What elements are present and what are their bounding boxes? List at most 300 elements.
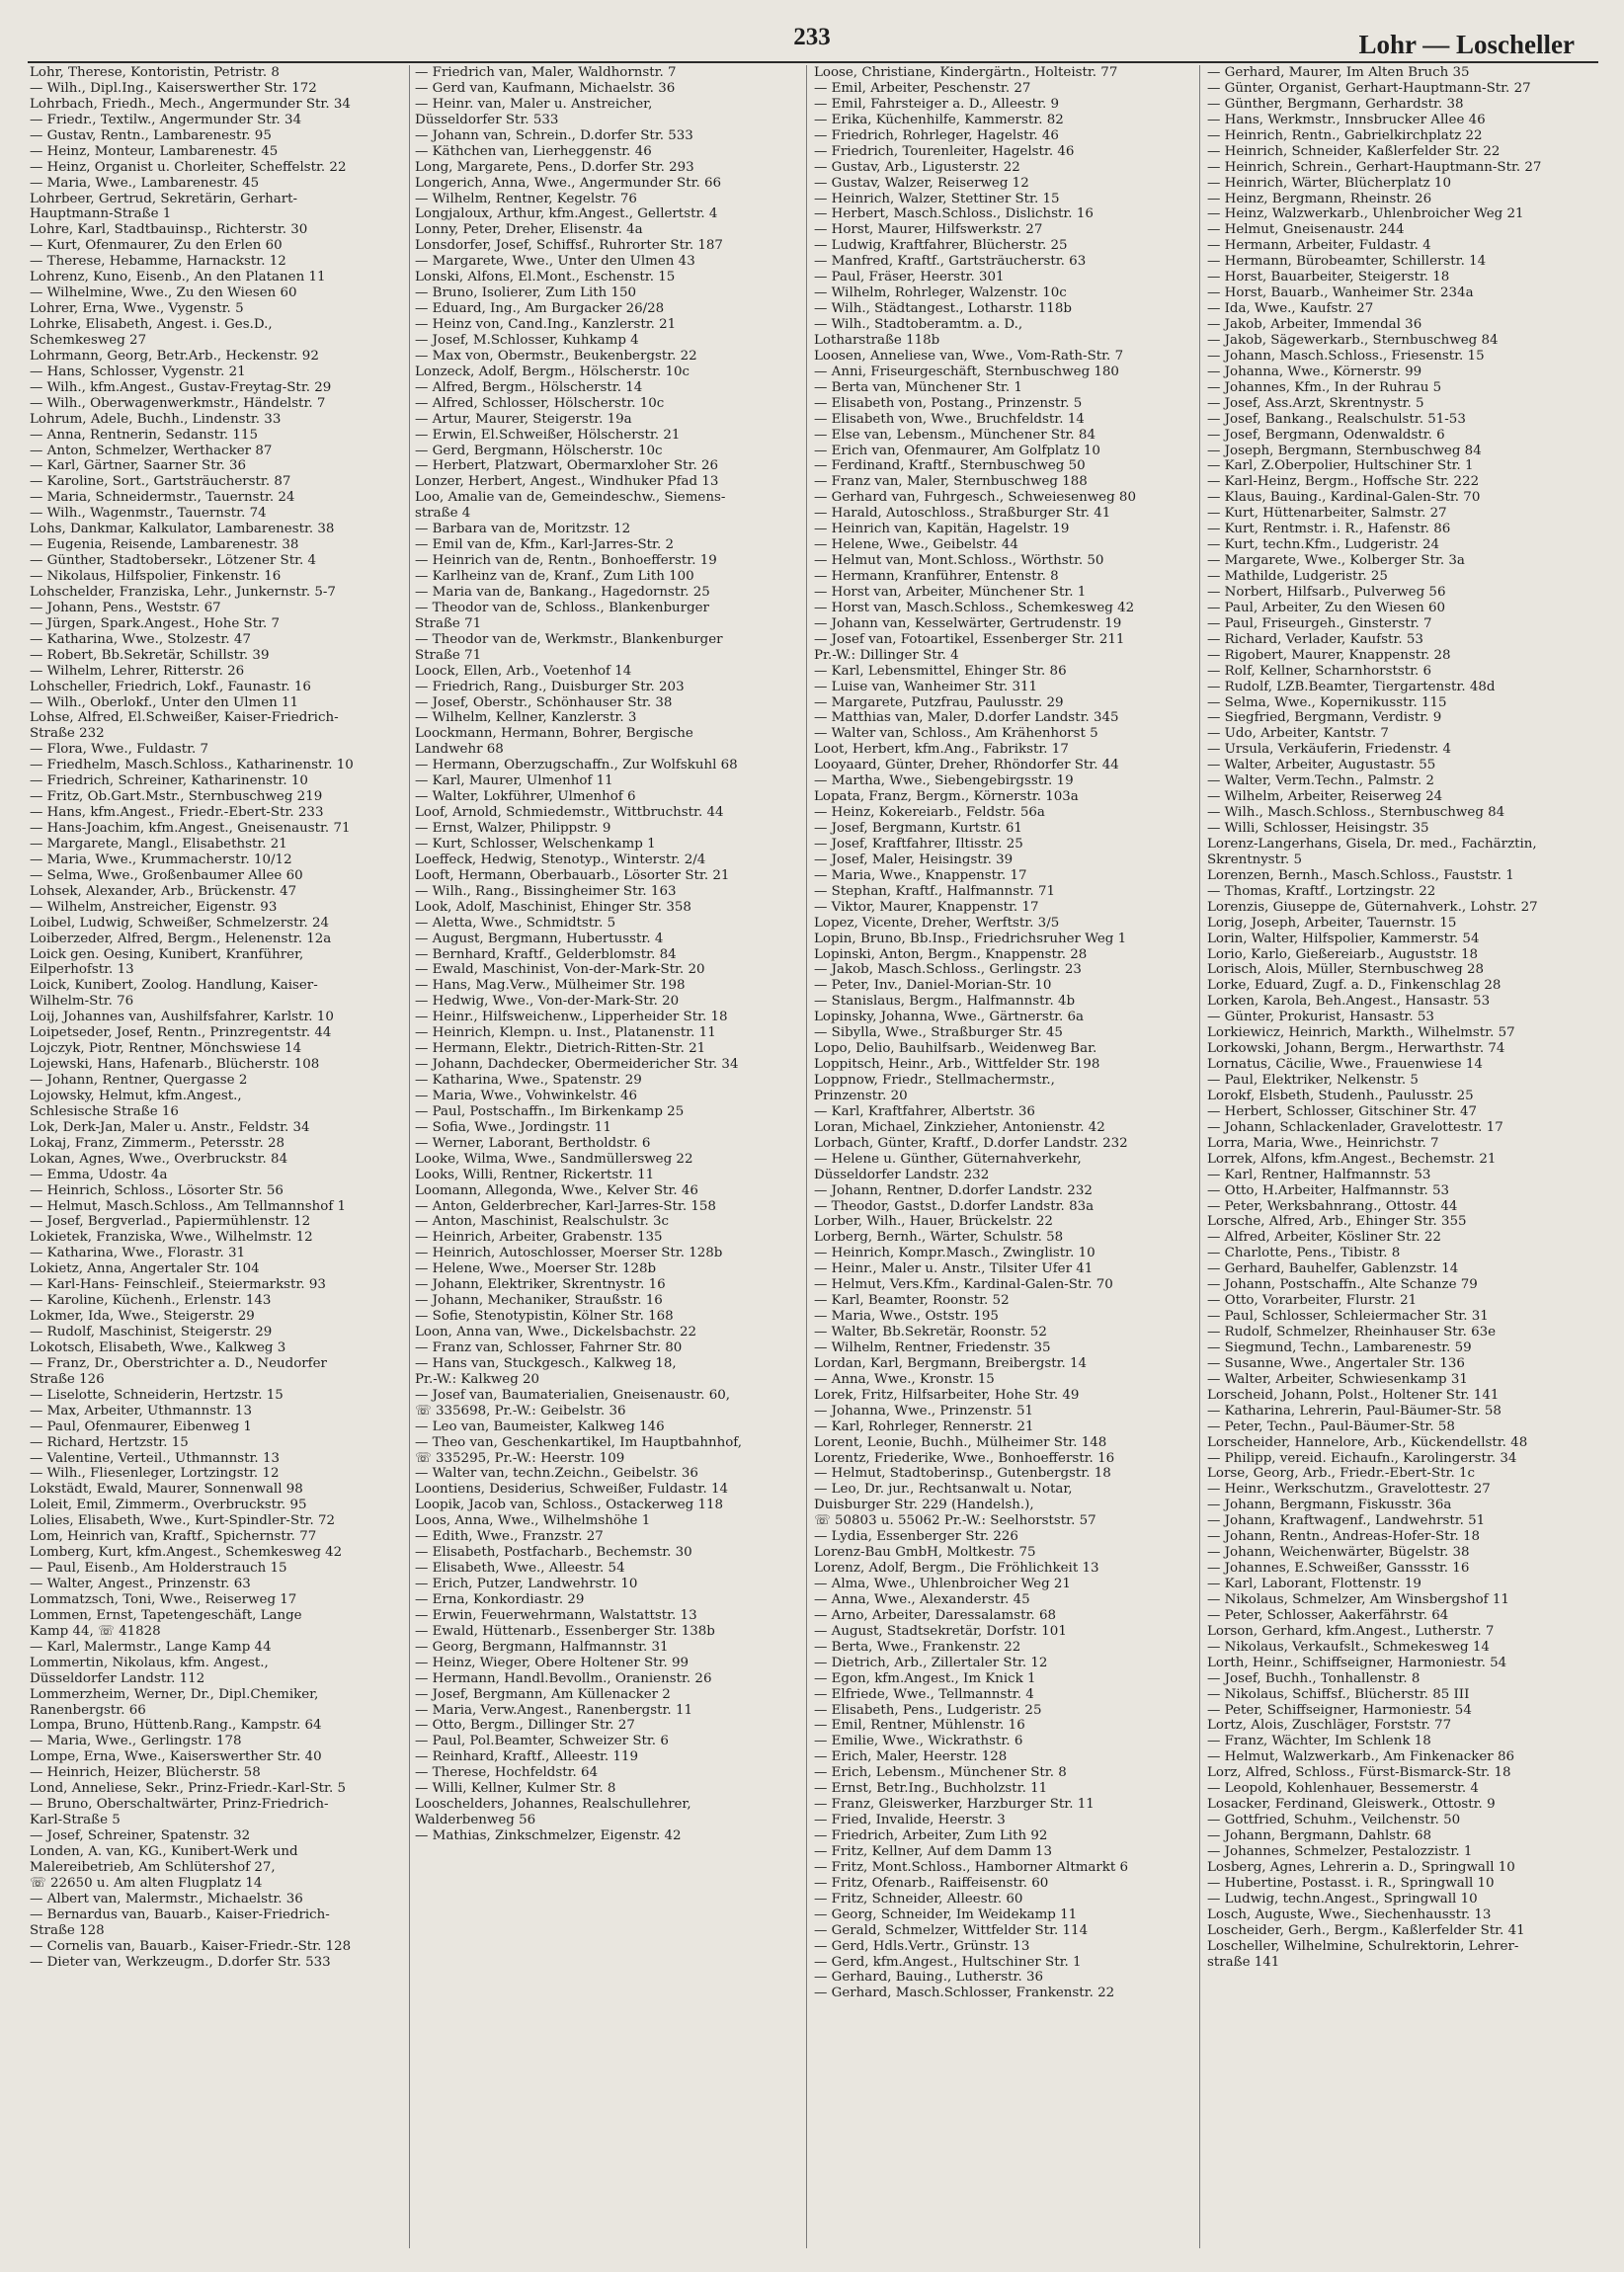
directory-entry-line: Straße 126 (30, 1371, 105, 1387)
directory-entry-line: — Jakob, Sägewerkarb., Sternbuschweg 84 (1207, 332, 1499, 348)
directory-entry-line: — Fritz, Ofenarb., Raiffeisenstr. 60 (814, 1875, 1049, 1891)
directory-entry-line: — Rudolf, Maschinist, Steigerstr. 29 (30, 1325, 273, 1339)
directory-entry-line: — Walter van, techn.Zeichn., Geibelstr. 36 (415, 1466, 698, 1482)
directory-entry-line: Longerich, Anna, Wwe., Angermunder Str. 66 (415, 175, 722, 191)
column-divider (409, 65, 410, 2248)
directory-entry-line: Lopata, Franz, Bergm., Körnerstr. 103a (814, 789, 1079, 805)
directory-entry-line: — Johann, Kraftwagenf., Landwehrstr. 51 (1207, 1513, 1486, 1529)
page-running-title: Lohr — Loscheller (1358, 30, 1575, 59)
directory-entry-line: — Josef, Buchh., Tonhallenstr. 8 (1207, 1670, 1421, 1686)
directory-entry-line: — Anna, Rentnerin, Sedanstr. 115 (30, 427, 258, 443)
directory-entry-line: — Leo, Dr. jur., Rechtsanwalt u. Notar, (814, 1482, 1073, 1498)
directory-entry-line: — Rigobert, Maurer, Knappenstr. 28 (1207, 647, 1451, 663)
directory-entry-line: — Wilh., Städtangest., Lotharstr. 118b (814, 301, 1072, 317)
directory-entry-line: Lond, Anneliese, Sekr., Prinz-Friedr.-Karl-Str. 5 (30, 1781, 347, 1797)
directory-entry-line: — Stanislaus, Bergm., Halfmannstr. 4b (814, 994, 1076, 1010)
directory-entry-line: Lonsdorfer, Josef, Schiffsf., Ruhrorter Str. 187 (415, 238, 723, 254)
directory-entry-line: — Helmut, Vers.Kfm., Kardinal-Galen-Str. 70 (814, 1277, 1113, 1293)
directory-entry-line: Lompa, Bruno, Hüttenb.Rang., Kampstr. 64 (30, 1718, 322, 1734)
directory-entry-line: — Maria, Verw.Angest., Ranenbergstr. 11 (415, 1702, 692, 1718)
directory-entry-line: Lorenzen, Bernh., Masch.Schloss., Fauststr. 1 (1207, 867, 1514, 883)
directory-entry-line: — Fritz, Mont.Schloss., Hamborner Altmarkt 6 (814, 1859, 1129, 1875)
directory-entry-line: — Johannes, E.Schweißer, Ganssstr. 16 (1207, 1561, 1470, 1577)
directory-entry-line: — Johann, Elektriker, Skrentnystr. 16 (415, 1277, 666, 1293)
directory-entry-line: — Josef, Bankang., Realschulstr. 51-53 (1207, 411, 1466, 427)
directory-entry-line: — Josef, Bergmann, Kurtstr. 61 (814, 821, 1022, 836)
directory-entry-line: — Gerhard, Bauing., Lutherstr. 36 (814, 1970, 1044, 1986)
directory-entry-line: ☏ 22650 u. Am alten Flugplatz 14 (30, 1875, 263, 1891)
directory-entry-line: — Erika, Küchenhilfe, Kammerstr. 82 (814, 112, 1064, 127)
directory-entry-line: Lopin, Bruno, Bb.Insp., Friedrichsruher Weg 1 (814, 931, 1127, 946)
directory-entry-line: Lohscheller, Friedrich, Lokf., Faunastr. 16 (30, 679, 311, 694)
directory-entry-line: — Karl, Rentner, Halfmannstr. 53 (1207, 1167, 1431, 1182)
directory-entry-line: — Ludwig, Kraftfahrer, Blücherstr. 25 (814, 238, 1068, 254)
directory-entry-line: — Thomas, Kraftf., Lortzingstr. 22 (1207, 883, 1436, 899)
directory-entry-line: — Heinr., Werkschutzm., Gravelottestr. 27 (1207, 1482, 1491, 1498)
directory-entry-line: — Wilhelm, Rentner, Kegelstr. 76 (415, 191, 637, 206)
directory-entry-line: — Gustav, Walzer, Reiserweg 12 (814, 175, 1029, 191)
directory-entry-line: — Wilh., Dipl.Ing., Kaiserswerther Str. 172 (30, 80, 317, 96)
directory-entry-line: — Paul, Postschaffn., Im Birkenkamp 25 (415, 1103, 685, 1119)
directory-entry-line: Lorokf, Elsbeth, Studenh., Paulusstr. 25 (1207, 1088, 1474, 1103)
directory-entry-line: — Katharina, Wwe., Florastr. 31 (30, 1246, 246, 1261)
directory-entry-line: — Herbert, Schlosser, Gitschiner Str. 47 (1207, 1103, 1478, 1119)
directory-entry-line: — Johann, Dachdecker, Obermeidericher Str. 34 (415, 1057, 739, 1073)
directory-entry-line: — Karl, Rohrleger, Rennerstr. 21 (814, 1419, 1034, 1434)
directory-entry-line: — Peter, Schiffseigner, Harmoniestr. 54 (1207, 1702, 1472, 1718)
directory-entry-line: — Elisabeth von, Wwe., Bruchfeldstr. 14 (814, 411, 1085, 427)
directory-entry-line: Lommertin, Nikolaus, kfm. Angest., (30, 1655, 269, 1670)
directory-entry-line: — Alfred, Bergm., Hölscherstr. 14 (415, 379, 643, 395)
directory-entry-line: — Hermann, Kranführer, Entenstr. 8 (814, 569, 1059, 584)
directory-entry-line: — Martha, Wwe., Siebengebirgsstr. 19 (814, 773, 1074, 789)
directory-entry-line: — Dietrich, Arb., Zillertaler Str. 12 (814, 1655, 1048, 1670)
directory-entry-line: — Karl, Maurer, Ulmenhof 11 (415, 773, 613, 789)
directory-entry-line: — Walter, Bb.Sekretär, Roonstr. 52 (814, 1325, 1047, 1339)
directory-entry-line: — Heinrich, Kompr.Masch., Zwinglistr. 10 (814, 1246, 1096, 1261)
directory-entry-line: Losch, Auguste, Wwe., Siechenhausstr. 13 (1207, 1907, 1492, 1922)
directory-entry-line: Lok, Derk-Jan, Maler u. Anstr., Feldstr. 34 (30, 1119, 310, 1135)
directory-entry-line: — Harald, Autoschloss., Straßburger Str. 41 (814, 506, 1111, 522)
directory-entry-line: Loleit, Emil, Zimmerm., Overbruckstr. 95 (30, 1498, 307, 1513)
directory-entry-line: — Richard, Verlader, Kaufstr. 53 (1207, 631, 1423, 647)
directory-entry-line: — Johann, Bergmann, Fiskusstr. 36a (1207, 1498, 1452, 1513)
directory-entry-line: — Otto, H.Arbeiter, Halfmannstr. 53 (1207, 1182, 1450, 1198)
directory-entry-line: Lorin, Walter, Hilfspolier, Kammerstr. 54 (1207, 931, 1480, 946)
directory-entry-line: Looft, Hermann, Oberbauarb., Lösorter Str. 21 (415, 867, 730, 883)
directory-entry-line: — Hermann, Handl.Bevollm., Oranienstr. 26 (415, 1670, 712, 1686)
directory-entry-line: — Maria, Wwe., Lambarenestr. 45 (30, 175, 260, 191)
directory-entry-line: — Heinz, Bergmann, Rheinstr. 26 (1207, 191, 1432, 206)
directory-entry-line: — Günther, Stadtobersekr., Lötzener Str. 4 (30, 553, 317, 569)
directory-entry-line: — Gustav, Arb., Ligusterstr. 22 (814, 159, 1020, 175)
directory-entry-line: Prinzenstr. 20 (814, 1088, 908, 1103)
directory-entry-line: — Margarete, Mangl., Elisabethstr. 21 (30, 836, 287, 852)
directory-entry-line: Lohrmann, Georg, Betr.Arb., Heckenstr. 92 (30, 348, 319, 364)
directory-entry-line: — Günter, Organist, Gerhart-Hauptmann-Str. 27 (1207, 80, 1531, 96)
directory-entry-line: — Gerd, Hdls.Vertr., Grünstr. 13 (814, 1938, 1030, 1954)
directory-entry-line: — Johann, Postschaffn., Alte Schanze 79 (1207, 1277, 1478, 1293)
directory-entry-line: — Maria, Schneidermstr., Tauernstr. 24 (30, 490, 295, 506)
directory-entry-line: — Artur, Maurer, Steigerstr. 19a (415, 411, 632, 427)
directory-entry-line: — Johann, Pens., Weststr. 67 (30, 600, 221, 615)
directory-entry-line: — Otto, Bergm., Dillinger Str. 27 (415, 1718, 635, 1734)
directory-entry-line: — Luise van, Wanheimer Str. 311 (814, 679, 1038, 694)
directory-entry-line: — Walter, Angest., Prinzenstr. 63 (30, 1577, 251, 1591)
directory-entry-line: Karl-Straße 5 (30, 1813, 121, 1828)
directory-entry-line: — Johann, Bergmann, Dahlstr. 68 (1207, 1828, 1431, 1843)
directory-entry-line: — Nikolaus, Schiffsf., Blücherstr. 85 III (1207, 1686, 1470, 1702)
directory-entry-line: Landwehr 68 (415, 742, 504, 758)
directory-entry-line: — Heinz, Wieger, Obere Holtener Str. 99 (415, 1655, 690, 1670)
directory-entry-line: Looschelders, Johannes, Realschullehrer, (415, 1797, 691, 1813)
directory-entry-line: — Hans, kfm.Angest., Friedr.-Ebert-Str. 233 (30, 805, 324, 821)
directory-entry-line: Lorenz-Bau GmbH, Moltkestr. 75 (814, 1545, 1036, 1561)
directory-entry-line: — Selma, Wwe., Kopernikusstr. 115 (1207, 694, 1447, 710)
directory-entry-line: Lorberg, Bernh., Wärter, Schulstr. 58 (814, 1230, 1064, 1246)
directory-entry-line: Lorbach, Günter, Kraftf., D.dorfer Landstr. 232 (814, 1135, 1128, 1151)
directory-entry-line: — Georg, Schneider, Im Weidekamp 11 (814, 1907, 1078, 1922)
directory-entry-line: Kamp 44, ☏ 41828 (30, 1623, 161, 1639)
directory-entry-line: — Karoline, Küchenh., Erlenstr. 143 (30, 1293, 272, 1309)
directory-entry-line: — Johann, Rentner, D.dorfer Landstr. 232 (814, 1182, 1093, 1198)
directory-entry-line: — Anni, Friseurgeschäft, Sternbuschweg 180 (814, 364, 1119, 379)
directory-entry-line: — Flora, Wwe., Fuldastr. 7 (30, 742, 209, 758)
directory-entry-line: Lokstädt, Ewald, Maurer, Sonnenwall 98 (30, 1482, 303, 1498)
directory-entry-line: — Josef, Bergmann, Am Küllenacker 2 (415, 1686, 671, 1702)
directory-entry-line: Lonzeck, Adolf, Bergm., Hölscherstr. 10c (415, 364, 690, 379)
directory-entry-line: Lohs, Dankmar, Kalkulator, Lambarenestr. 38 (30, 522, 335, 537)
directory-entry-line: — Herbert, Platzwart, Obermarxloher Str. 26 (415, 458, 718, 474)
directory-column-3 (814, 65, 1207, 2001)
directory-entry-line: — Karl, Kraftfahrer, Albertstr. 36 (814, 1103, 1035, 1119)
directory-entry-line: — Willi, Kellner, Kulmer Str. 8 (415, 1781, 616, 1797)
directory-entry-line: — Franz, Wächter, Im Schlenk 18 (1207, 1734, 1431, 1749)
directory-entry-line: — Gerhard, Bauhelfer, Gablenzstr. 14 (1207, 1261, 1459, 1277)
directory-entry-line: Düsseldorfer Landstr. 112 (30, 1670, 205, 1686)
directory-entry-line: Loof, Arnold, Schmiedemstr., Wittbruchstr. 44 (415, 805, 724, 821)
directory-entry-line: — Heinz, Kokereiarb., Feldstr. 56a (814, 805, 1045, 821)
directory-entry-line: — Bernardus van, Bauarb., Kaiser-Friedrich- (30, 1907, 330, 1922)
directory-entry-line: Lommerzheim, Werner, Dr., Dipl.Chemiker, (30, 1686, 319, 1702)
directory-entry-line: Duisburger Str. 229 (Handelsh.), (814, 1498, 1034, 1513)
directory-entry-line: — Friedhelm, Masch.Schloss., Katharinenstr. 10 (30, 758, 354, 773)
directory-entry-line: Lopinski, Anton, Bergm., Knappenstr. 28 (814, 946, 1088, 962)
directory-entry-line: ☏ 335295, Pr.-W.: Heerstr. 109 (415, 1450, 625, 1466)
directory-entry-line: Lojewski, Hans, Hafenarb., Blücherstr. 108 (30, 1057, 320, 1073)
directory-entry-line: — Hans, Schlosser, Vygenstr. 21 (30, 364, 246, 379)
directory-entry-line: Lom, Heinrich van, Kraftf., Spichernstr. 77 (30, 1529, 317, 1545)
directory-entry-line: — Johann, Rentner, Quergasse 2 (30, 1073, 248, 1088)
directory-entry-line: — Susanne, Wwe., Angertaler Str. 136 (1207, 1355, 1465, 1371)
directory-entry-line: — Peter, Schlosser, Aakerfährstr. 64 (1207, 1607, 1449, 1623)
directory-entry-line: — Helene, Wwe., Moerser Str. 128b (415, 1261, 657, 1277)
directory-entry-line: Eilperhofstr. 13 (30, 962, 134, 978)
directory-entry-line: — Heinrich, Schrein., Gerhart-Hauptmann-Str. 27 (1207, 159, 1542, 175)
directory-entry-line: — Käthchen van, Lierheggenstr. 46 (415, 143, 652, 159)
directory-entry-line: — Gerhard, Maurer, Im Alten Bruch 35 (1207, 65, 1470, 80)
directory-entry-line: — Walter, Verm.Techn., Palmstr. 2 (1207, 773, 1434, 789)
directory-entry-line: — Heinrich van de, Rentn., Bonhoefferstr. 19 (415, 553, 717, 569)
directory-entry-line: — Karl, Beamter, Roonstr. 52 (814, 1293, 1010, 1309)
directory-entry-line: Lonski, Alfons, El.Mont., Eschenstr. 15 (415, 270, 676, 285)
directory-entry-line: Walderbenweg 56 (415, 1813, 536, 1828)
directory-entry-line: — Joseph, Bergmann, Sternbuschweg 84 (1207, 443, 1482, 458)
directory-entry-line: — Alfred, Schlosser, Hölscherstr. 10c (415, 395, 665, 411)
directory-entry-line: — Helmut, Gneisenaustr. 244 (1207, 222, 1405, 238)
directory-entry-line: Lonzer, Herbert, Angest., Windhuker Pfad 13 (415, 474, 719, 490)
column-divider (1199, 65, 1200, 2248)
directory-entry-line: Loockmann, Hermann, Bohrer, Bergische (415, 726, 693, 742)
directory-entry-line: Pr.-W.: Kalkweg 20 (415, 1371, 540, 1387)
directory-entry-line: — Wilhelmine, Wwe., Zu den Wiesen 60 (30, 285, 297, 301)
directory-entry-line: — Josef, Kraftfahrer, Iltisstr. 25 (814, 836, 1023, 852)
directory-entry-line: — Friedrich, Arbeiter, Zum Lith 92 (814, 1828, 1048, 1843)
directory-entry-line: Hauptmann-Straße 1 (30, 206, 172, 222)
directory-entry-line: — Josef, Oberstr., Schönhauser Str. 38 (415, 694, 673, 710)
directory-entry-line: — Heinrich, Rentn., Gabrielkirchplatz 22 (1207, 127, 1483, 143)
directory-entry-line: Lorse, Georg, Arb., Friedr.-Ebert-Str. 1c (1207, 1466, 1476, 1482)
directory-entry-line: — Johann van, Schrein., D.dorfer Str. 533 (415, 127, 693, 143)
directory-entry-line: Lohrenz, Kuno, Eisenb., An den Platanen 11 (30, 270, 326, 285)
directory-entry-line: — Helene u. Günther, Güternahverkehr, (814, 1151, 1082, 1167)
directory-entry-line: — Gerhard van, Fuhrgesch., Schweiesenweg 80 (814, 490, 1136, 506)
directory-entry-line: — Ida, Wwe., Kaufstr. 27 (1207, 301, 1374, 317)
directory-entry-line: — Heinz, Organist u. Chorleiter, Scheffelstr. 22 (30, 159, 347, 175)
directory-entry-line: Loo, Amalie van de, Gemeindeschw., Siemens- (415, 490, 726, 506)
directory-entry-line: — Sofia, Wwe., Jordingstr. 11 (415, 1119, 611, 1135)
directory-entry-line: — Berta van, Münchener Str. 1 (814, 379, 1022, 395)
directory-entry-line: — Peter, Techn., Paul-Bäumer-Str. 58 (1207, 1419, 1455, 1434)
directory-entry-line: — Matthias van, Maler, D.dorfer Landstr. 345 (814, 710, 1119, 726)
directory-entry-line: — Rudolf, LZB.Beamter, Tiergartenstr. 48d (1207, 679, 1496, 694)
directory-entry-line: — Wilh., Masch.Schloss., Sternbuschweg 84 (1207, 805, 1505, 821)
directory-entry-line: — Erich, Putzer, Landwehrstr. 10 (415, 1577, 638, 1591)
directory-entry-line: — Barbara van de, Moritzstr. 12 (415, 522, 631, 537)
header-rule (28, 61, 1598, 63)
directory-entry-line: — Richard, Hertzstr. 15 (30, 1434, 189, 1450)
directory-entry-line: Lommatzsch, Toni, Wwe., Reiserweg 17 (30, 1591, 297, 1607)
directory-entry-line: — Friedrich, Schreiner, Katharinenstr. 10 (30, 773, 308, 789)
directory-entry-line: Lornatus, Cäcilie, Wwe., Frauenwiese 14 (1207, 1057, 1483, 1073)
directory-entry-line: Lopo, Delio, Bauhilfsarb., Weidenweg Bar. (814, 1041, 1097, 1057)
directory-entry-line: — Robert, Bb.Sekretär, Schillstr. 39 (30, 647, 270, 663)
directory-entry-line: Lorra, Maria, Wwe., Heinrichstr. 7 (1207, 1135, 1439, 1151)
directory-entry-line: — Sibylla, Wwe., Straßburger Str. 45 (814, 1025, 1063, 1041)
directory-entry-line: — Johann, Rentn., Andreas-Hofer-Str. 18 (1207, 1529, 1481, 1545)
directory-entry-line: — Rudolf, Schmelzer, Rheinhauser Str. 63e (1207, 1325, 1497, 1339)
directory-entry-line: — Klaus, Bauing., Kardinal-Galen-Str. 70 (1207, 490, 1481, 506)
directory-entry-line: — Maria, Wwe., Krummacherstr. 10/12 (30, 852, 292, 867)
directory-entry-line: Loosen, Anneliese van, Wwe., Vom-Rath-Str. 7 (814, 348, 1124, 364)
directory-entry-line: — Johann, Weichenwärter, Bügelstr. 38 (1207, 1545, 1470, 1561)
directory-entry-line: Schlesische Straße 16 (30, 1103, 179, 1119)
directory-entry-line: Lommen, Ernst, Tapetengeschäft, Lange (30, 1607, 302, 1623)
directory-entry-line: — Eugenia, Reisende, Lambarenestr. 38 (30, 537, 299, 553)
directory-entry-line: Lohrbeer, Gertrud, Sekretärin, Gerhart- (30, 191, 298, 206)
directory-entry-line: — Elisabeth, Pens., Ludgeristr. 25 (814, 1702, 1042, 1718)
directory-entry-line: — Paul, Fräser, Heerstr. 301 (814, 270, 1005, 285)
directory-entry-line: — Alma, Wwe., Uhlenbroicher Weg 21 (814, 1577, 1071, 1591)
directory-entry-line: — Hedwig, Wwe., Von-der-Mark-Str. 20 (415, 994, 680, 1010)
directory-entry-line: Lorrek, Alfons, kfm.Angest., Bechemstr. 21 (1207, 1151, 1497, 1167)
directory-entry-line: Losberg, Agnes, Lehrerin a. D., Springwall 10 (1207, 1859, 1515, 1875)
directory-entry-line: — Jakob, Arbeiter, Immendal 36 (1207, 317, 1422, 332)
directory-entry-line: Loppnow, Friedr., Stellmachermstr., (814, 1073, 1055, 1088)
directory-entry-line: — Mathilde, Ludgeristr. 25 (1207, 569, 1388, 584)
directory-entry-line: Lohrer, Erna, Wwe., Vygenstr. 5 (30, 301, 244, 317)
directory-entry-line: Lorber, Wilh., Hauer, Brückelstr. 22 (814, 1214, 1053, 1230)
directory-entry-line: — Helmut, Walzwerkarb., Am Finkenacker 86 (1207, 1749, 1514, 1765)
directory-entry-line: — Hubertine, Postasst. i. R., Springwall 10 (1207, 1875, 1495, 1891)
directory-entry-line: — Günter, Prokurist, Hansastr. 53 (1207, 1010, 1434, 1025)
directory-entry-line: — Johannes, Schmelzer, Pestalozzistr. 1 (1207, 1843, 1473, 1859)
directory-entry-line: — Josef, Maler, Heisingstr. 39 (814, 852, 1014, 867)
directory-entry-line: — Gottfried, Schuhm., Veilchenstr. 50 (1207, 1813, 1461, 1828)
directory-entry-line: — Mathias, Zinkschmelzer, Eigenstr. 42 (415, 1828, 682, 1843)
directory-entry-line: Ranenbergstr. 66 (30, 1702, 146, 1718)
directory-entry-line: Lorkowski, Johann, Bergm., Herwarthstr. 74 (1207, 1041, 1505, 1057)
directory-entry-line: — Friedrich, Tourenleiter, Hagelstr. 46 (814, 143, 1075, 159)
directory-entry-line: — Friedrich, Rohrleger, Hagelstr. 46 (814, 127, 1059, 143)
directory-entry-line: — Josef, M.Schlosser, Kuhkamp 4 (415, 332, 639, 348)
directory-entry-line: — Dieter van, Werkzeugm., D.dorfer Str. 533 (30, 1954, 331, 1970)
directory-entry-line: — Anna, Wwe., Alexanderstr. 45 (814, 1591, 1030, 1607)
directory-entry-line: — Heinr. van, Maler u. Anstreicher, (415, 96, 653, 112)
directory-entry-line: — Ursula, Verkäuferin, Friedenstr. 4 (1207, 742, 1452, 758)
directory-entry-line: — Johann van, Kesselwärter, Gertrudenstr. 19 (814, 615, 1122, 631)
directory-entry-line: Lojowsky, Helmut, kfm.Angest., (30, 1088, 242, 1103)
directory-entry-line: Loose, Christiane, Kindergärtn., Holteistr. 77 (814, 65, 1118, 80)
directory-entry-line: — Albert van, Malermstr., Michaelstr. 36 (30, 1891, 303, 1907)
directory-entry-line: Loock, Ellen, Arb., Voetenhof 14 (415, 663, 632, 679)
directory-entry-line: — Egon, kfm.Angest., Im Knick 1 (814, 1670, 1036, 1686)
directory-entry-line: Düsseldorfer Str. 533 (415, 112, 559, 127)
directory-entry-line: — Wilh., kfm.Angest., Gustav-Freytag-Str. 29 (30, 379, 332, 395)
directory-entry-line: — Wilhelm, Rohrleger, Walzenstr. 10c (814, 285, 1067, 301)
directory-entry-line: — August, Bergmann, Hubertusstr. 4 (415, 931, 664, 946)
directory-entry-line: — Alfred, Arbeiter, Kösliner Str. 22 (1207, 1230, 1441, 1246)
page-number: 233 (793, 24, 831, 50)
directory-entry-line: — Paul, Arbeiter, Zu den Wiesen 60 (1207, 600, 1446, 615)
directory-entry-line: — Heinrich, Schloss., Lösorter Str. 56 (30, 1182, 284, 1198)
directory-entry-line: — Karlheinz van de, Kranf., Zum Lith 100 (415, 569, 694, 584)
directory-entry-line: Schemkesweg 27 (30, 332, 147, 348)
directory-entry-line: — Leo van, Baumeister, Kalkweg 146 (415, 1419, 665, 1434)
directory-entry-line: Düsseldorfer Landstr. 232 (814, 1167, 990, 1182)
directory-entry-line: — Bruno, Oberschaltwärter, Prinz-Friedrich- (30, 1797, 329, 1813)
directory-entry-line: — Paul, Elektriker, Nelkenstr. 5 (1207, 1073, 1419, 1088)
directory-entry-line: — Rolf, Kellner, Scharnhorststr. 6 (1207, 663, 1432, 679)
directory-entry-line: Lopinsky, Johanna, Wwe., Gärtnerstr. 6a (814, 1010, 1085, 1025)
directory-entry-line: — Emil van de, Kfm., Karl-Jarres-Str. 2 (415, 537, 674, 553)
directory-entry-line: — Ernst, Betr.Ing., Buchholzstr. 11 (814, 1781, 1048, 1797)
directory-entry-line: Malereibetrieb, Am Schlütershof 27, (30, 1859, 276, 1875)
directory-entry-line: Lorken, Karola, Beh.Angest., Hansastr. 53 (1207, 994, 1491, 1010)
directory-entry-line: — Erwin, El.Schweißer, Hölscherstr. 21 (415, 427, 681, 443)
directory-entry-line: Loeffeck, Hedwig, Stenotyp., Winterstr. 2/4 (415, 852, 706, 867)
directory-entry-line: — Fritz, Ob.Gart.Mstr., Sternbuschweg 219 (30, 789, 323, 805)
directory-entry-line: Lorscheid, Johann, Polst., Holtener Str. 141 (1207, 1387, 1500, 1403)
directory-entry-line: — Heinrich, Wärter, Blücherplatz 10 (1207, 175, 1451, 191)
directory-entry-line: — Theodor van de, Werkmstr., Blankenburger (415, 631, 723, 647)
directory-entry-line: — Nikolaus, Schmelzer, Am Winsbergshof 11 (1207, 1591, 1509, 1607)
directory-entry-line: Lorenz-Langerhans, Gisela, Dr. med., Fachärztin, (1207, 836, 1537, 852)
directory-entry-line: Looyaard, Günter, Dreher, Rhöndorfer Str. 44 (814, 758, 1119, 773)
directory-entry-line: Lopez, Vicente, Dreher, Werftstr. 3/5 (814, 915, 1060, 931)
directory-entry-line: — Margarete, Wwe., Unter den Ulmen 43 (415, 254, 695, 270)
directory-entry-line: Losacker, Ferdinand, Gleiswerk., Ottostr. 9 (1207, 1797, 1496, 1813)
directory-entry-line: — Peter, Inv., Daniel-Morian-Str. 10 (814, 978, 1052, 994)
directory-entry-line: — Reinhard, Kraftf., Alleestr. 119 (415, 1749, 638, 1765)
directory-entry-line: — Siegfried, Bergmann, Verdistr. 9 (1207, 710, 1442, 726)
directory-entry-line: — Karl, Laborant, Flottenstr. 19 (1207, 1577, 1421, 1591)
directory-entry-line: — Gerald, Schmelzer, Wittfelder Str. 114 (814, 1922, 1089, 1938)
directory-entry-line: — Nikolaus, Verkaufslt., Schmekesweg 14 (1207, 1639, 1490, 1655)
directory-entry-line: — Peter, Werksbahnrang., Ottostr. 44 (1207, 1198, 1458, 1214)
directory-entry-line: — Arno, Arbeiter, Daressalamstr. 68 (814, 1607, 1056, 1623)
directory-entry-line: — Horst van, Arbeiter, Münchener Str. 1 (814, 584, 1087, 600)
directory-entry-line: — Manfred, Kraftf., Gartsträucherstr. 63 (814, 254, 1087, 270)
directory-entry-line: Lorent, Leonie, Buchh., Mülheimer Str. 148 (814, 1434, 1107, 1450)
directory-entry-line: — Erich, Maler, Heerstr. 128 (814, 1749, 1008, 1765)
directory-entry-line: Lorek, Fritz, Hilfsarbeiter, Hohe Str. 49 (814, 1387, 1080, 1403)
directory-entry-line: — Berta, Wwe., Frankenstr. 22 (814, 1639, 1021, 1655)
directory-entry-line: Lorsche, Alfred, Arb., Ehinger Str. 355 (1207, 1214, 1467, 1230)
directory-entry-line: — Anton, Maschinist, Realschulstr. 3c (415, 1214, 670, 1230)
directory-entry-line: — Jürgen, Spark.Angest., Hohe Str. 7 (30, 615, 281, 631)
directory-entry-line: — Leopold, Kohlenhauer, Bessemerstr. 4 (1207, 1781, 1479, 1797)
directory-entry-line: — Kurt, techn.Kfm., Ludgeristr. 24 (1207, 537, 1440, 553)
directory-entry-line: Looke, Wilma, Wwe., Sandmüllersweg 22 (415, 1151, 693, 1167)
directory-entry-line: — Helmut, Stadtoberinsp., Gutenbergstr. 18 (814, 1466, 1111, 1482)
directory-entry-line: — Karl-Hans- Feinschleif., Steiermarkstr. 93 (30, 1277, 326, 1293)
directory-entry-line: Loij, Johannes van, Aushilfsfahrer, Karlstr. 10 (30, 1010, 334, 1025)
directory-entry-line: Lohschelder, Franziska, Lehr., Junkernstr. 5-7 (30, 584, 336, 600)
directory-entry-line: Lohse, Alfred, El.Schweißer, Kaiser-Friedrich- (30, 710, 339, 726)
directory-entry-line: — Hermann, Arbeiter, Fuldastr. 4 (1207, 238, 1431, 254)
directory-entry-line: — Johanna, Wwe., Körnerstr. 99 (1207, 364, 1422, 379)
directory-entry-line: — Wilh., Stadtoberamtm. a. D., (814, 317, 1023, 332)
directory-entry-line: — Theo van, Geschenkartikel, Im Hauptbahnhof, (415, 1434, 742, 1450)
directory-entry-line: Lohre, Karl, Stadtbauinsp., Richterstr. 30 (30, 222, 308, 238)
directory-entry-line: — Heinr., Maler u. Anstr., Tilsiter Ufer 41 (814, 1261, 1094, 1277)
directory-entry-line: Lolies, Elisabeth, Wwe., Kurt-Spindler-Str. 72 (30, 1513, 335, 1529)
directory-entry-line: Loot, Herbert, kfm.Ang., Fabrikstr. 17 (814, 742, 1069, 758)
directory-entry-line: — Karl-Heinz, Bergm., Hoffsche Str. 222 (1207, 474, 1480, 490)
directory-entry-line: — Horst, Bauarb., Wanheimer Str. 234a (1207, 285, 1474, 301)
directory-entry-line: — Selma, Wwe., Großenbaumer Allee 60 (30, 867, 303, 883)
directory-entry-line: Loontiens, Desiderius, Schweißer, Fuldastr. 14 (415, 1482, 729, 1498)
directory-entry-line: — Heinz von, Cand.Ing., Kanzlerstr. 21 (415, 317, 677, 332)
directory-entry-line: — Horst, Bauarbeiter, Steigerstr. 18 (1207, 270, 1450, 285)
directory-entry-line: — Erwin, Feuerwehrmann, Walstattstr. 13 (415, 1607, 697, 1623)
directory-entry-line: — Fritz, Schneider, Alleestr. 60 (814, 1891, 1023, 1907)
directory-entry-line: Lorth, Heinr., Schiffseigner, Harmoniestr. 54 (1207, 1655, 1507, 1670)
directory-entry-line: Loppitsch, Heinr., Arb., Wittfelder Str. 198 (814, 1057, 1100, 1073)
directory-entry-line: — Johannes, Kfm., In der Ruhrau 5 (1207, 379, 1442, 395)
directory-entry-line: — Gerhard, Masch.Schlosser, Frankenstr. 22 (814, 1986, 1115, 2001)
directory-entry-line: — Margarete, Wwe., Kolberger Str. 3a (1207, 553, 1465, 569)
directory-entry-line: Loick, Kunibert, Zoolog. Handlung, Kaiser- (30, 978, 318, 994)
directory-entry-line: — Walter van, Schloss., Am Krähenhorst 5 (814, 726, 1098, 742)
directory-entry-line: Londen, A. van, KG., Kunibert-Werk und (30, 1843, 298, 1859)
directory-entry-line: — Maria, Wwe., Oststr. 195 (814, 1309, 999, 1325)
directory-entry-line: — Horst, Maurer, Hilfswerkstr. 27 (814, 222, 1043, 238)
directory-entry-line: — Theodor van de, Schloss., Blankenburger (415, 600, 709, 615)
directory-entry-line: — Hermann, Oberzugschaffn., Zur Wolfskuhl 68 (415, 758, 738, 773)
directory-entry-line: — Ewald, Hüttenarb., Essenberger Str. 138b (415, 1623, 715, 1639)
